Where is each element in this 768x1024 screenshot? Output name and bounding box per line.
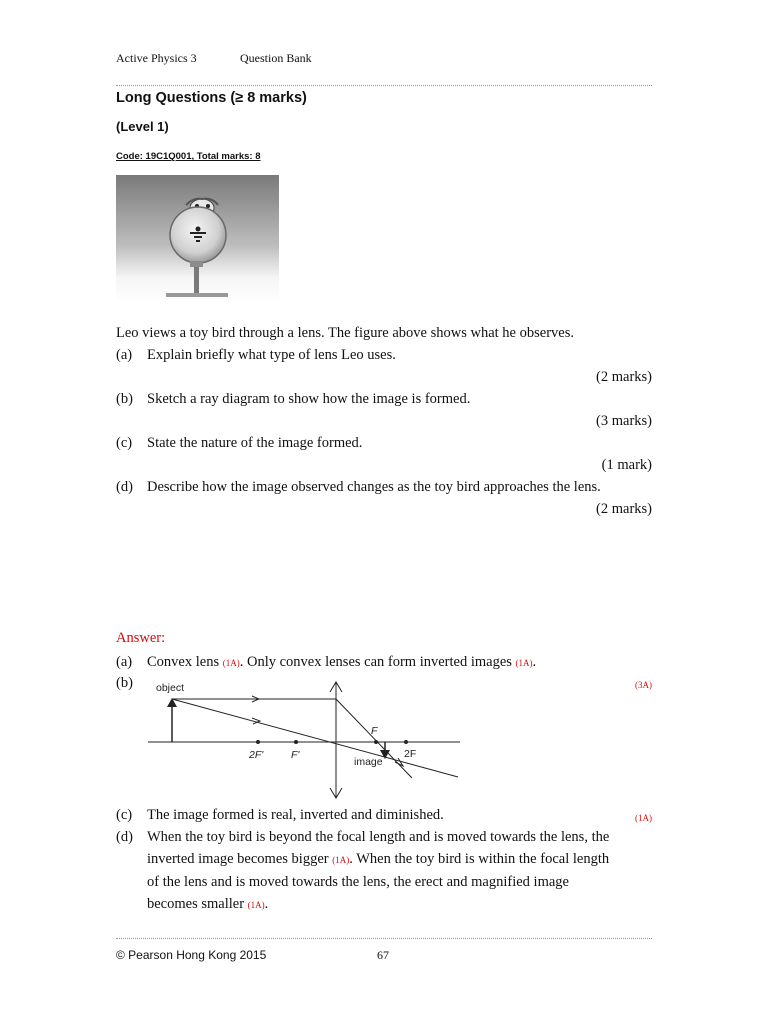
footer-divider — [116, 938, 652, 939]
question-d — [116, 478, 652, 518]
question-c — [116, 434, 652, 474]
answer-a-part3: . — [532, 654, 537, 670]
answer-d-line4a: becomes smaller — [147, 896, 248, 912]
footer-copyright: © Pearson Hong Kong 2015 — [116, 948, 267, 962]
question-b — [116, 390, 652, 430]
label-f: F — [371, 725, 378, 737]
answer-d-mark1: (1A) — [332, 855, 350, 865]
answer-heading: Answer: — [116, 630, 166, 646]
answer-c-label: (c) — [116, 807, 133, 823]
level-label: (Level 1) — [116, 119, 169, 134]
question-intro: Leo views a toy bird through a lens. The figure above shows what he observes. — [116, 325, 574, 341]
answer-d-line4 — [147, 893, 652, 916]
answer-c-mark: (1A) — [635, 813, 652, 823]
answer-a-mark2: (1A) — [515, 658, 533, 668]
label-2f-prime: 2F' — [249, 749, 264, 761]
answer-d-label: (d) — [116, 829, 133, 845]
page-title: Long Questions (≥ 8 marks) — [116, 90, 307, 106]
question-a — [116, 346, 652, 386]
answer-b-label: (b) — [116, 675, 133, 691]
answer-d-line2a: inverted image becomes bigger — [147, 851, 333, 867]
answer-c-text: The image formed is real, inverted and diminished. — [147, 807, 444, 823]
question-a-marks: (2 marks) — [596, 369, 652, 385]
ray-centre — [172, 699, 458, 777]
header-divider — [116, 85, 652, 86]
question-code: Code: 19C1Q001, Total marks: 8 — [116, 151, 261, 162]
question-a-label: (a) — [116, 347, 133, 363]
answer-a-part2: . Only convex lenses can form inverted images — [239, 654, 516, 670]
question-d-text: Describe how the image observed changes as the toy bird approaches the lens. — [147, 479, 601, 495]
question-c-text: State the nature of the image formed. — [147, 435, 363, 451]
label-object: object — [156, 682, 185, 694]
question-b-label: (b) — [116, 391, 133, 407]
question-a-text: Explain briefly what type of lens Leo uses. — [147, 347, 396, 363]
label-f-prime: F' — [291, 749, 300, 761]
answer-d-mark2: (1A) — [247, 900, 265, 910]
page-number: 67 — [377, 948, 389, 962]
answer-b-mark: (3A) — [635, 680, 652, 690]
label-2f: 2F — [404, 748, 417, 760]
answer-d-line3: of the lens and is moved towards the lens, the erect and magnified image — [147, 874, 569, 890]
answer-d-line4b: . — [264, 896, 269, 912]
answer-a-label: (a) — [116, 654, 133, 670]
question-c-label: (c) — [116, 435, 133, 451]
answer-d-line2b: . When the toy bird is within the focal length — [349, 851, 610, 867]
question-d-marks: (2 marks) — [596, 501, 652, 517]
answer-a-part1: Convex lens — [147, 654, 223, 670]
header-section: Question Bank — [240, 51, 312, 65]
label-image: image — [354, 756, 383, 768]
header-book: Active Physics 3 — [116, 51, 197, 65]
question-d-label: (d) — [116, 479, 133, 495]
answer-d-line2 — [147, 848, 652, 871]
question-c-marks: (1 mark) — [601, 457, 652, 473]
answer-a-text — [147, 653, 536, 672]
toy-bird-lens-photo — [116, 175, 279, 303]
question-b-text: Sketch a ray diagram to show how the image is formed. — [147, 391, 471, 407]
answer-a-mark1: (1A) — [222, 658, 240, 668]
ray-diagram — [140, 676, 470, 804]
question-b-marks: (3 marks) — [596, 413, 652, 429]
answer-d-line1: When the toy bird is beyond the focal length and is moved towards the lens, the — [147, 829, 610, 845]
